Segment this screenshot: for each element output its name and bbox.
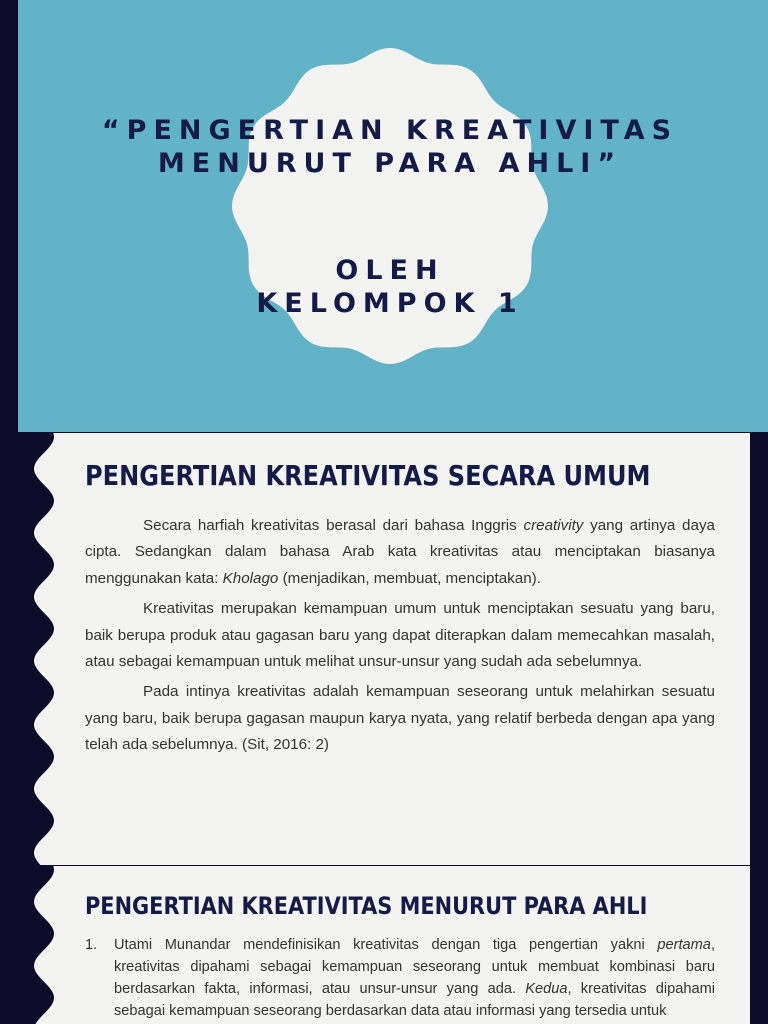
subtitle-line-2: KELOMPOK 1 [256,288,524,319]
slide-expert-definitions [0,866,768,1024]
list-number: 1. [85,937,98,953]
paragraph: Secara harfiah kreativitas berasal dari bahasa Inggris creativity yang artinya daya cipta. Sedangkan dalam bahasa Arab kata kreativitas atau menciptakan biasanya menggunakan kata: Kholago (menjadikan, membuat, menciptakan). [85,517,715,587]
slide-right-bar [750,866,768,1024]
slide-heading: PENGERTIAN KREATIVITAS MENURUT PARA AHLI [85,892,648,920]
title-slide [0,0,768,432]
slide-heading: PENGERTIAN KREATIVITAS SECARA UMUM [85,459,651,492]
scalloped-badge [222,38,558,374]
wavy-left-edge [0,866,60,1024]
list-item-text: Utami Munandar mendefinisikan kreativitas dengan tiga pengertian yakni pertama, kreativitas dipahami sebagai kemampuan seseorang untuk membuat kombinasi baru berdasarkan fakta, informasi, atau unsur-unsur yang ada. Kedua, kreativitas dipahami sebagai kemampuan seseorang berdasarkan data atau informasi yang tersedia untuk [114,937,715,1019]
slide-general-definition [0,433,768,865]
wavy-left-edge [0,433,60,865]
list-item [85,934,715,1022]
paragraph: Pada intinya kreativitas adalah kemampuan seseorang untuk melahirkan sesuatu yang baru, baik berupa gagasan maupun karya nyata, yang relatif berbeda dengan apa yang telah ada sebelumnya. (Sit, 2016: 2) [85,683,715,754]
subtitle-line-1: OLEH [335,255,445,286]
slide-left-bar [0,0,18,432]
paragraph: Kreativitas merupakan kemampuan umum untuk menciptakan sesuatu yang baru, baik berupa produk atau gagasan baru yang dapat diterapkan dalam memecahkan masalah, atau sebagai kemampuan untuk melihat unsur-unsur yang sudah ada sebelumnya. [85,600,715,671]
slide-right-bar [750,433,768,865]
slide-body [85,513,715,763]
numbered-list [85,934,715,1022]
presentation-subtitle [20,254,760,320]
presentation-title: “PENGERTIAN KREATIVITAS MENURUT PARA AHLI” [101,115,679,179]
